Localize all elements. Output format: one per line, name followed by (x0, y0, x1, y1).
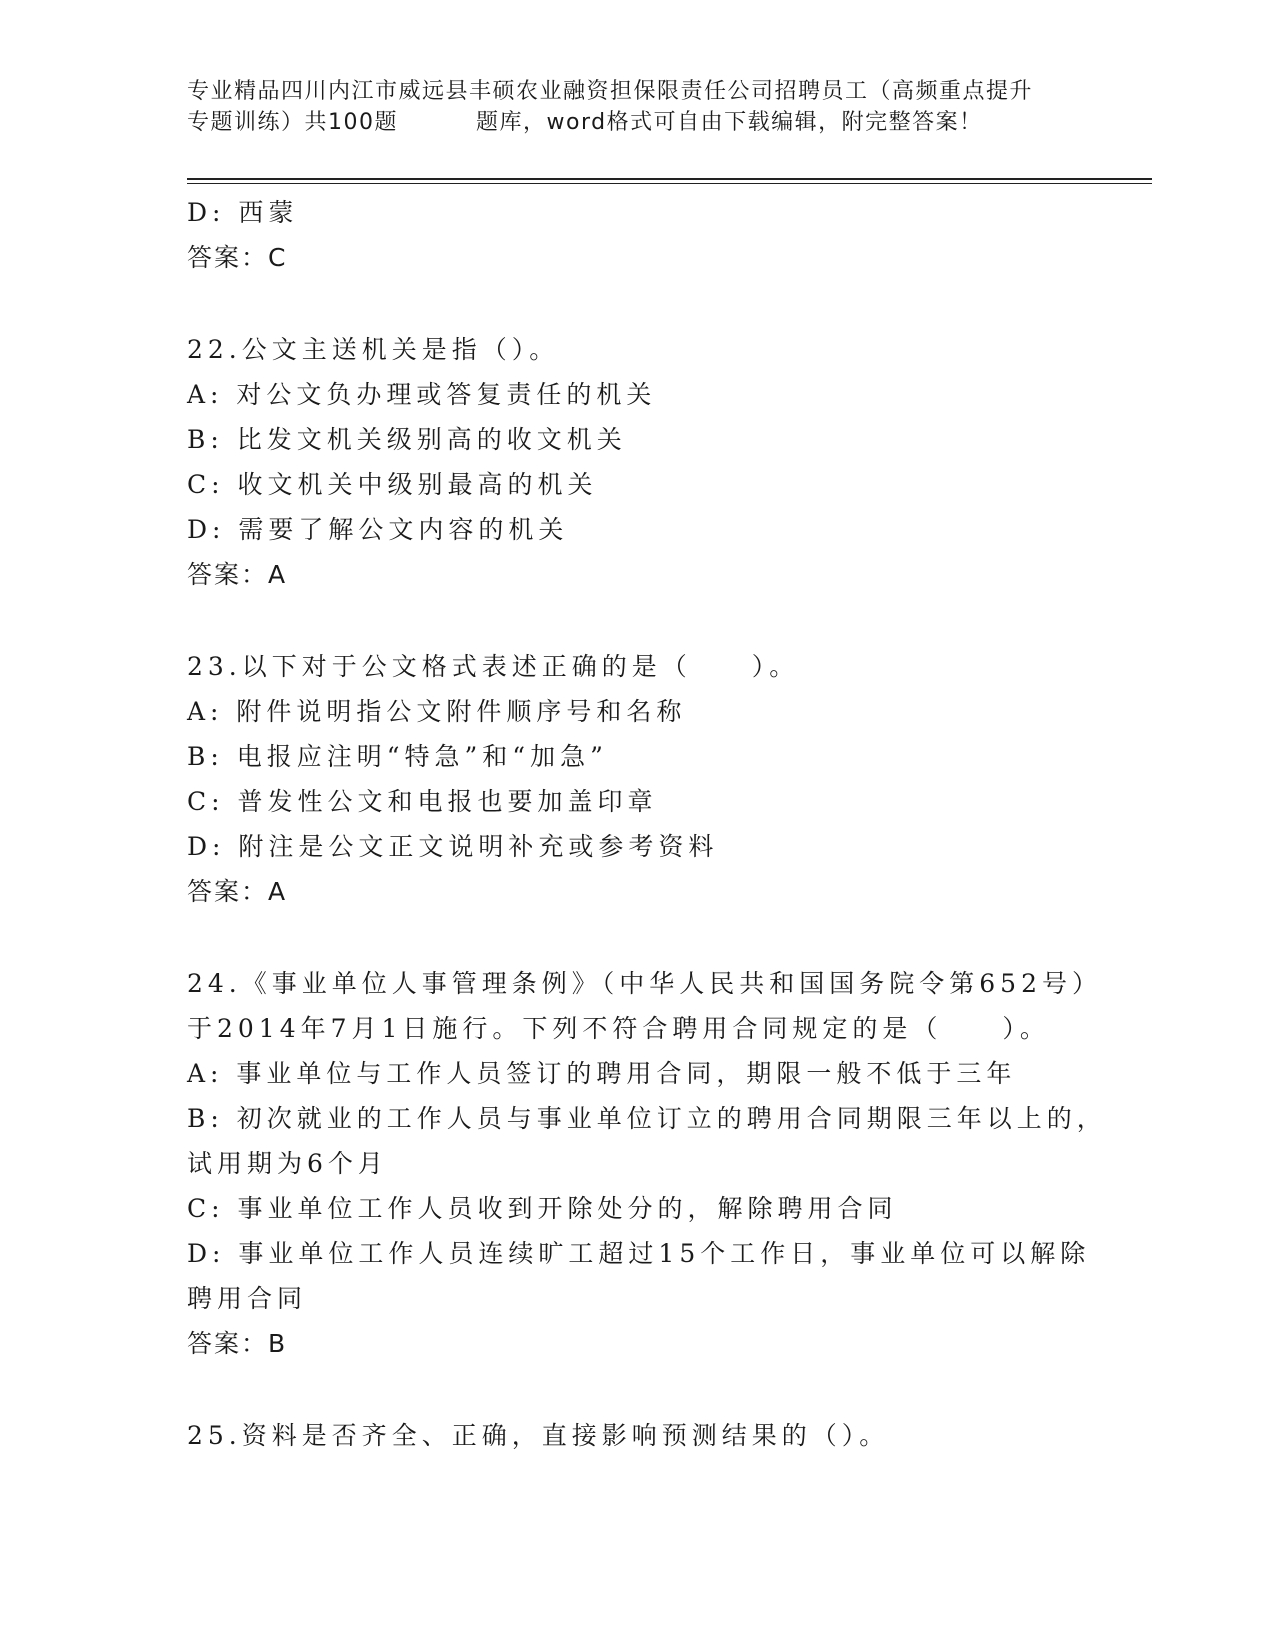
option-c: C: 收文机关中级别最高的机关 (187, 470, 598, 499)
question-22 (187, 327, 1067, 597)
question-list (187, 190, 1107, 1458)
option-d-line-2: 聘用合同 (187, 1284, 308, 1313)
option-b-line-2: 试用期为6个月 (187, 1149, 388, 1178)
option-b-line-1: B: 初次就业的工作人员与事业单位订立的聘用合同期限三年以上的， (187, 1104, 1107, 1133)
question-23 (187, 644, 1067, 914)
option-a: A: 对公文负办理或答复责任的机关 (187, 380, 657, 409)
question-stem: 25.资料是否齐全、正确，直接影响预测结果的（）。 (187, 1421, 890, 1450)
option-d: D: 西蒙 (187, 198, 299, 227)
answer-line: 答案：C (187, 243, 288, 272)
option-b: B: 比发文机关级别高的收文机关 (187, 425, 627, 454)
question-stem-line-1: 24.《事业单位人事管理条例》（中华人民共和国国务院令第652号） (187, 969, 1102, 998)
header-divider-thin (187, 183, 1152, 184)
option-c: C: 普发性公文和电报也要加盖印章 (187, 787, 658, 816)
question-25 (187, 1413, 1067, 1458)
option-c: C: 事业单位工作人员收到开除处分的，解除聘用合同 (187, 1194, 898, 1223)
header-title-line-2-part-2: 题库，word格式可自由下载编辑，附完整答案！ (476, 110, 983, 135)
question-stem: 23.以下对于公文格式表述正确的是（ ）。 (187, 652, 800, 681)
header-title-line-1: 专业精品四川内江市威远县丰硕农业融资担保限责任公司招聘员工（高频重点提升 (187, 79, 1034, 104)
header-divider-thick (187, 178, 1152, 180)
option-d: D: 需要了解公文内容的机关 (187, 515, 569, 544)
option-d: D: 附注是公文正文说明补充或参考资料 (187, 832, 719, 861)
option-d-line-1: D: 事业单位工作人员连续旷工超过15个工作日，事业单位可以解除 (187, 1239, 1091, 1268)
question-24 (187, 961, 1107, 1366)
option-a: A: 事业单位与工作人员签订的聘用合同，期限一般不低于三年 (187, 1059, 1017, 1088)
option-b: B: 电报应注明“特急”和“加急” (187, 742, 608, 771)
question-stem: 22.公文主送机关是指（）。 (187, 335, 560, 364)
answer-line: 答案：B (187, 1329, 288, 1358)
option-a: A: 附件说明指公文附件顺序号和名称 (187, 697, 687, 726)
answer-line: 答案：A (187, 560, 288, 589)
answer-line: 答案：A (187, 877, 288, 906)
page-header (187, 76, 1087, 138)
question-21-tail (187, 190, 1067, 280)
question-stem-line-2: 于2014年7月1日施行。下列不符合聘用合同规定的是（ ）。 (187, 1014, 1050, 1043)
header-title-line-2 (187, 107, 1087, 138)
header-title-line-2-part-1: 专题训练）共100题 (187, 110, 398, 135)
